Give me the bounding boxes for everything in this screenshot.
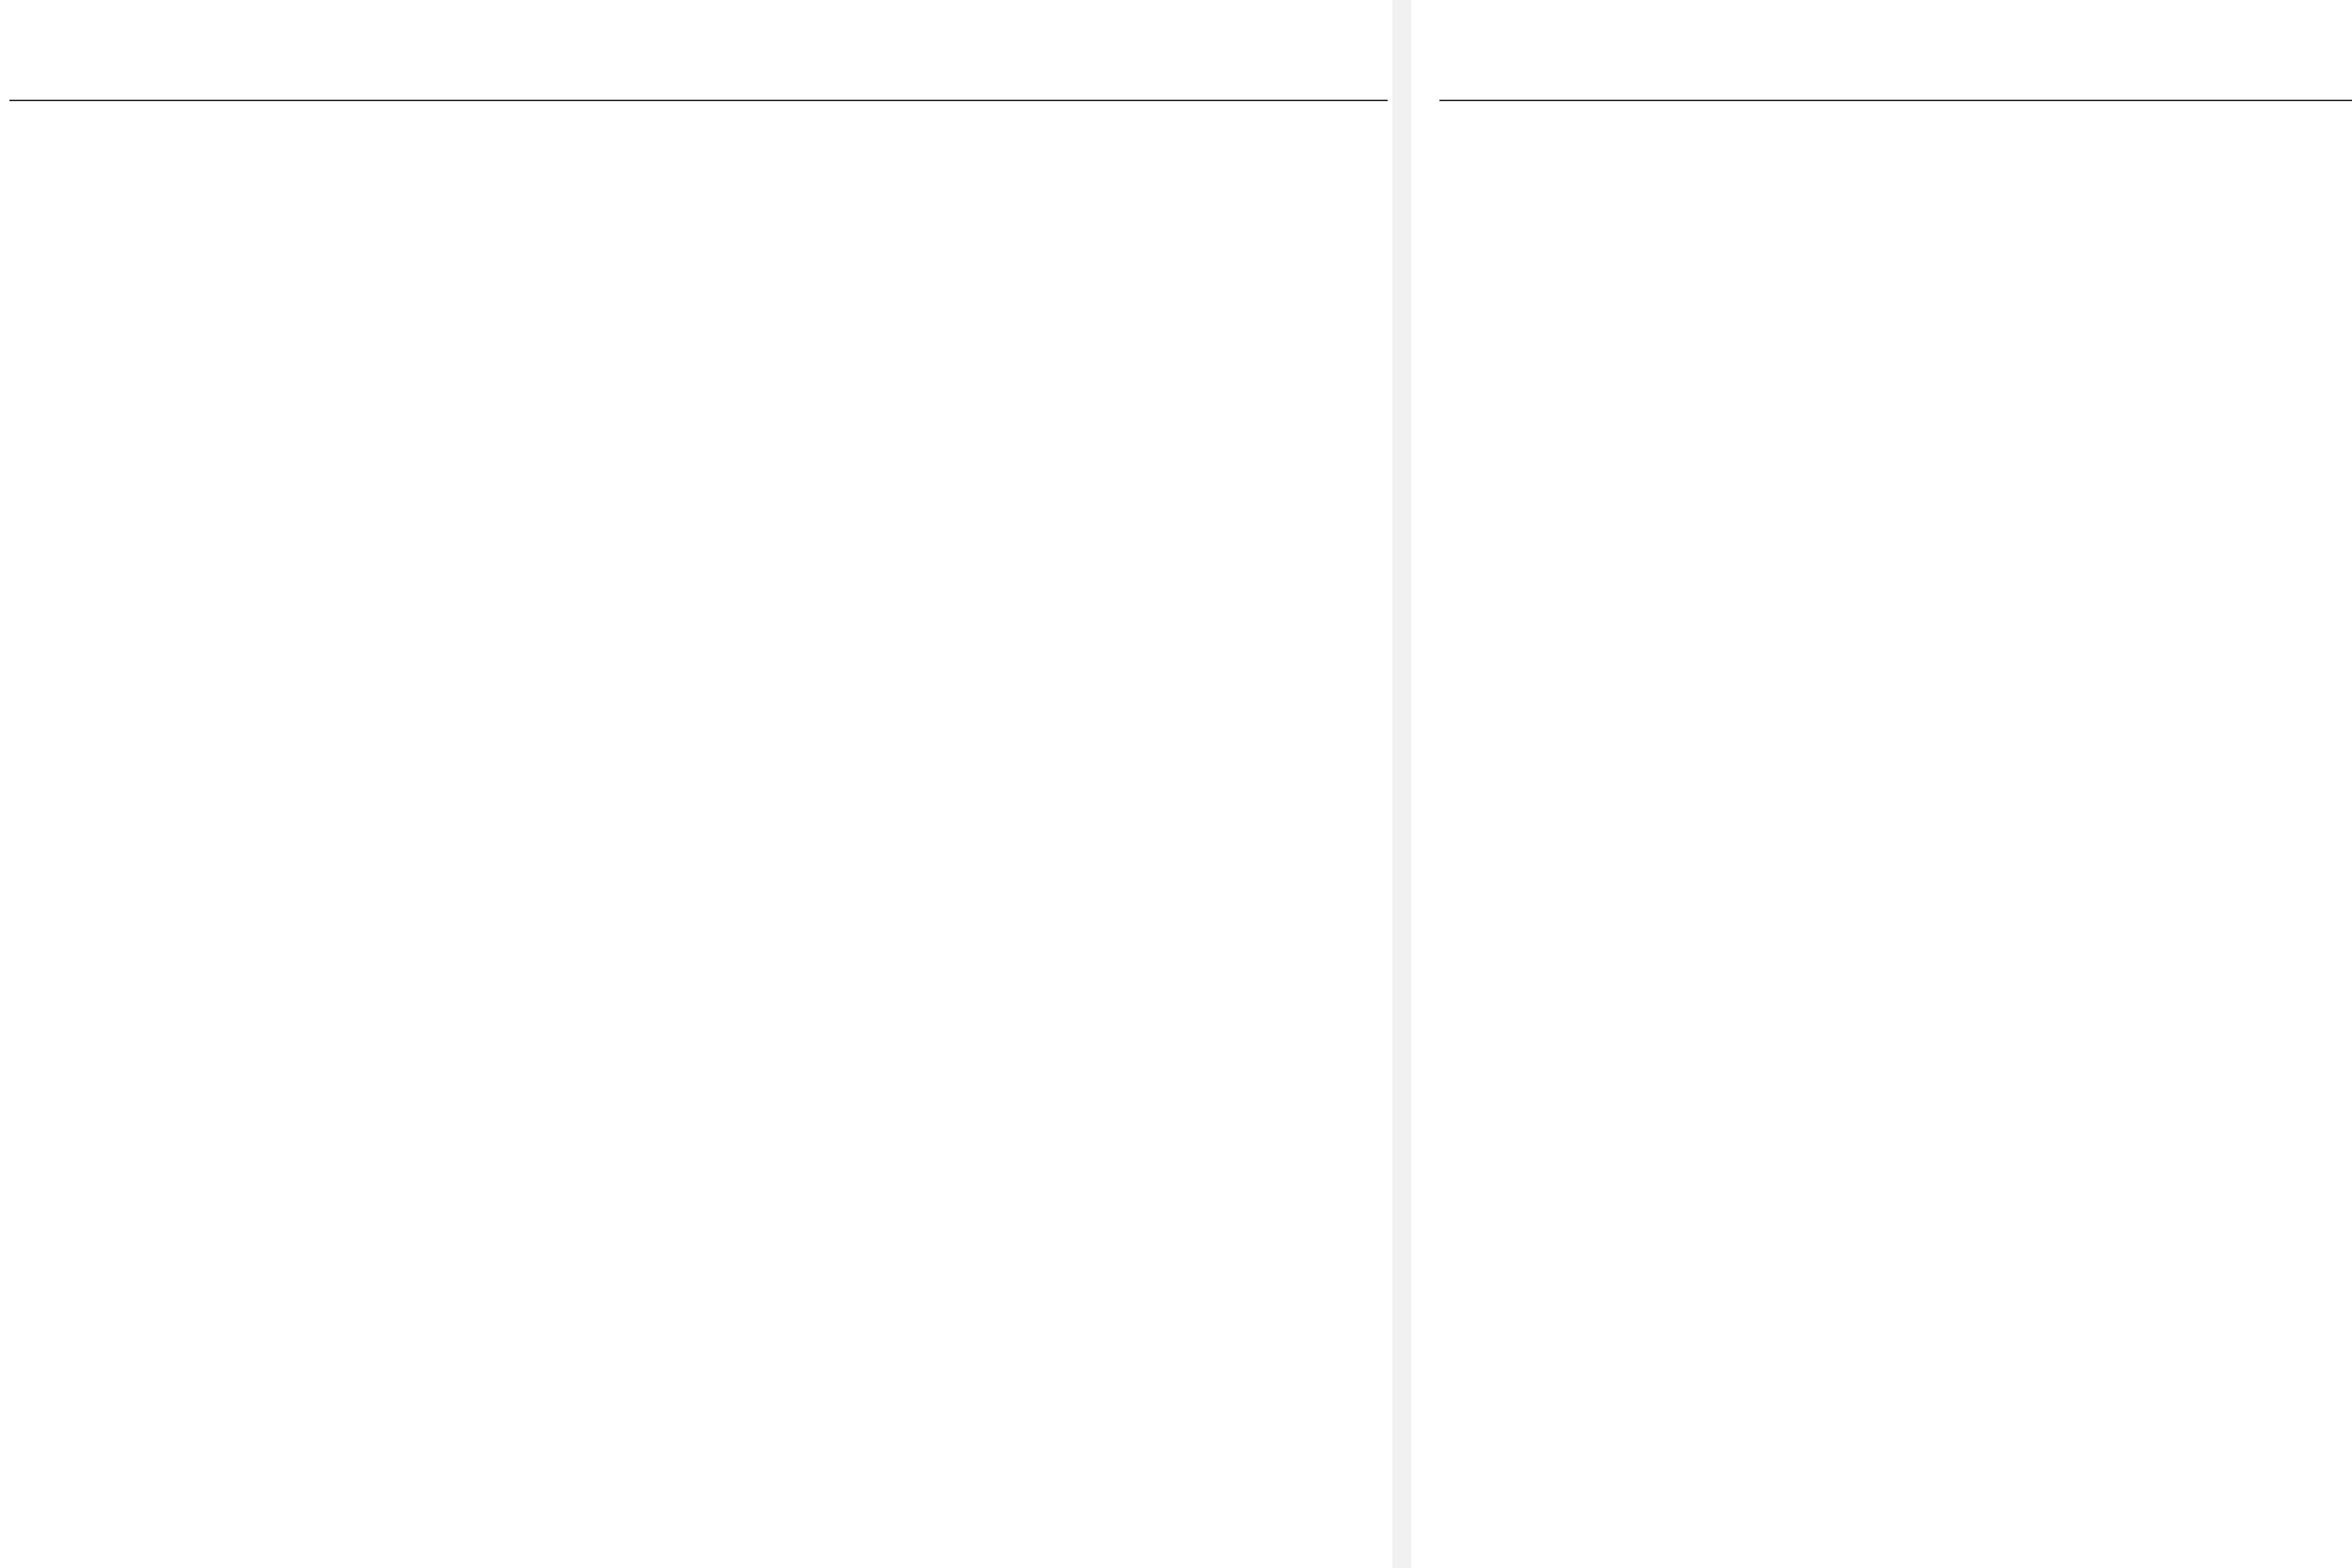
article-column-3	[957, 319, 1383, 1559]
right-page	[1411, 0, 2352, 1568]
masthead-rule	[9, 100, 1388, 101]
article-column-2	[503, 319, 901, 1559]
right-masthead-rule	[1439, 100, 2352, 101]
page-fold	[1392, 0, 1411, 1568]
article-column-1	[59, 336, 430, 1559]
